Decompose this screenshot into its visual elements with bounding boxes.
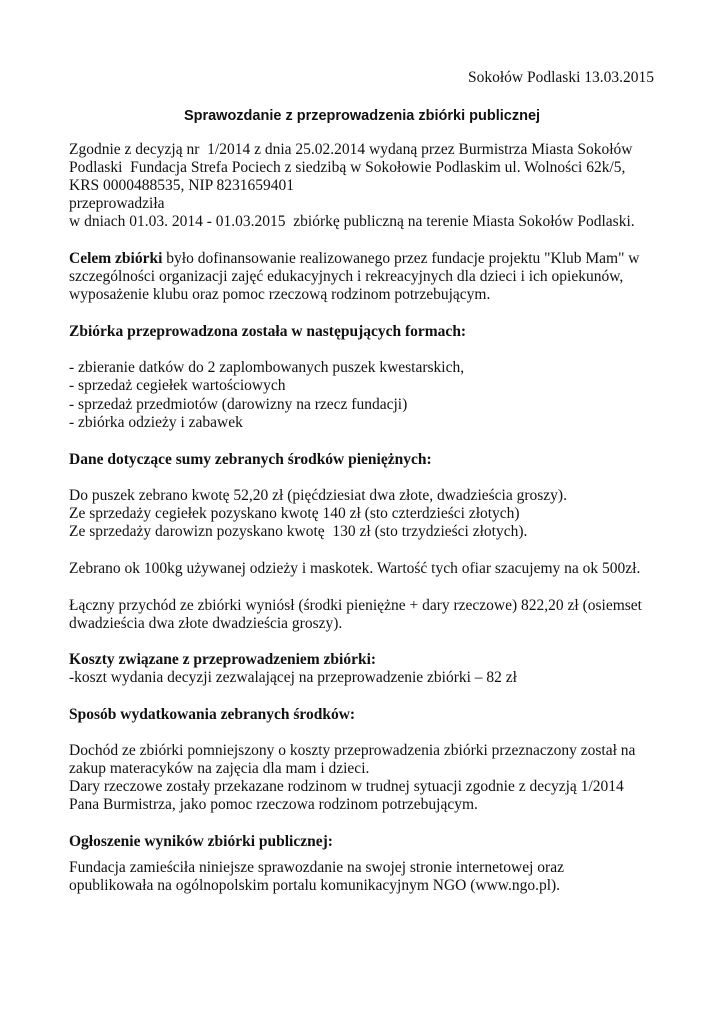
total-line: dwadzieścia dwa złote dwadzieścia groszy).: [69, 615, 343, 632]
announcement-line: Fundacja zamieściła niniejsze sprawozdanie na swojej stronie internetowej oraz: [69, 859, 564, 876]
forms-heading: Zbiórka przeprowadzona została w następujących formach:: [69, 323, 467, 340]
announcement-heading: Ogłoszenie wyników zbiórki publicznej:: [69, 833, 333, 850]
intro-line: KRS 0000488535, NIP 8231659401: [69, 177, 295, 194]
intro-line: przeprowadziła: [69, 195, 165, 212]
costs-heading: Koszty związane z przeprowadzeniem zbiórki:: [69, 651, 377, 668]
spending-heading: Sposób wydatkowania zebranych środków:: [69, 706, 356, 723]
list-item: - zbiórka odzieży i zabawek: [69, 414, 243, 431]
purpose-text: było dofinansowanie realizowanego przez fundacje projektu "Klub Mam" w: [162, 250, 640, 267]
goods-line: Zebrano ok 100kg używanej odzieży i maskotek. Wartość tych ofiar szacujemy na ok 500zł.: [69, 560, 641, 577]
intro-line: Zgodnie z decyzją nr 1/2014 z dnia 25.02.2014 wydaną przez Burmistrza Miasta Sokołów: [69, 141, 633, 158]
spending-line: Dochód ze zbiórki pomniejszony o koszty przeprowadzenia zbiórki przeznaczony został na: [69, 742, 636, 759]
total-line: Łączny przychód ze zbiórki wyniósł (środki pieniężne + dary rzeczowe) 822,20 zł (osiemset: [69, 597, 642, 614]
money-line: Ze sprzedaży cegiełek pozyskano kwotę 140 zł (sto czterdzieści złotych): [69, 505, 520, 522]
spending-line: Pana Burmistrza, jako pomoc rzeczowa rodzinom potrzebującym.: [69, 796, 478, 813]
place-date: Sokołów Podlaski 13.03.2015: [467, 69, 654, 86]
spending-line: zakup materacyków na zajęcia dla mam i dzieci.: [69, 760, 370, 777]
intro-line: Podlaski Fundacja Strefa Pociech z siedzibą w Sokołowie Podlaskim ul. Wolności 62k/5,: [69, 159, 626, 176]
purpose-label: Celem zbiórki: [69, 250, 163, 267]
purpose-line: [69, 250, 640, 269]
spending-line: Dary rzeczowe zostały przekazane rodzinom w trudnej sytuacji zgodnie z decyzją 1/2014: [69, 778, 624, 795]
purpose-line: wyposażenie klubu oraz pomoc rzeczową rodzinom potrzebującym.: [69, 286, 491, 303]
list-item: - sprzedaż przedmiotów (darowizny na rzecz fundacji): [69, 396, 408, 413]
list-item: - sprzedaż cegiełek wartościowych: [69, 377, 286, 394]
money-line: Do puszek zebrano kwotę 52,20 zł (pięćdziesiat dwa złote, dwadzieścia groszy).: [69, 487, 567, 504]
money-line: Ze sprzedaży darowizn pozyskano kwotę 130 zł (sto trzydzieści złotych).: [69, 523, 528, 540]
costs-line: -koszt wydania decyzji zezwalającej na przeprowadzenie zbiórki – 82 zł: [69, 669, 517, 686]
announcement-line: opublikowała na ogólnopolskim portalu komunikacyjnym NGO (www.ngo.pl).: [69, 877, 561, 894]
list-item: - zbieranie datków do 2 zaplombowanych puszek kwestarskich,: [69, 359, 465, 376]
purpose-line: szczególności organizacji zajęć edukacyjnych i rekreacyjnych dla dzieci i ich opiekunów,: [69, 268, 624, 285]
money-heading: Dane dotyczące sumy zebranych środków pieniężnych:: [69, 451, 432, 468]
document-title: Sprawozdanie z przeprowadzenia zbiórki publicznej: [183, 108, 541, 124]
intro-line: w dniach 01.03. 2014 - 01.03.2015 zbiórkę publiczną na terenie Miasta Sokołów Podlaski.: [69, 213, 635, 230]
